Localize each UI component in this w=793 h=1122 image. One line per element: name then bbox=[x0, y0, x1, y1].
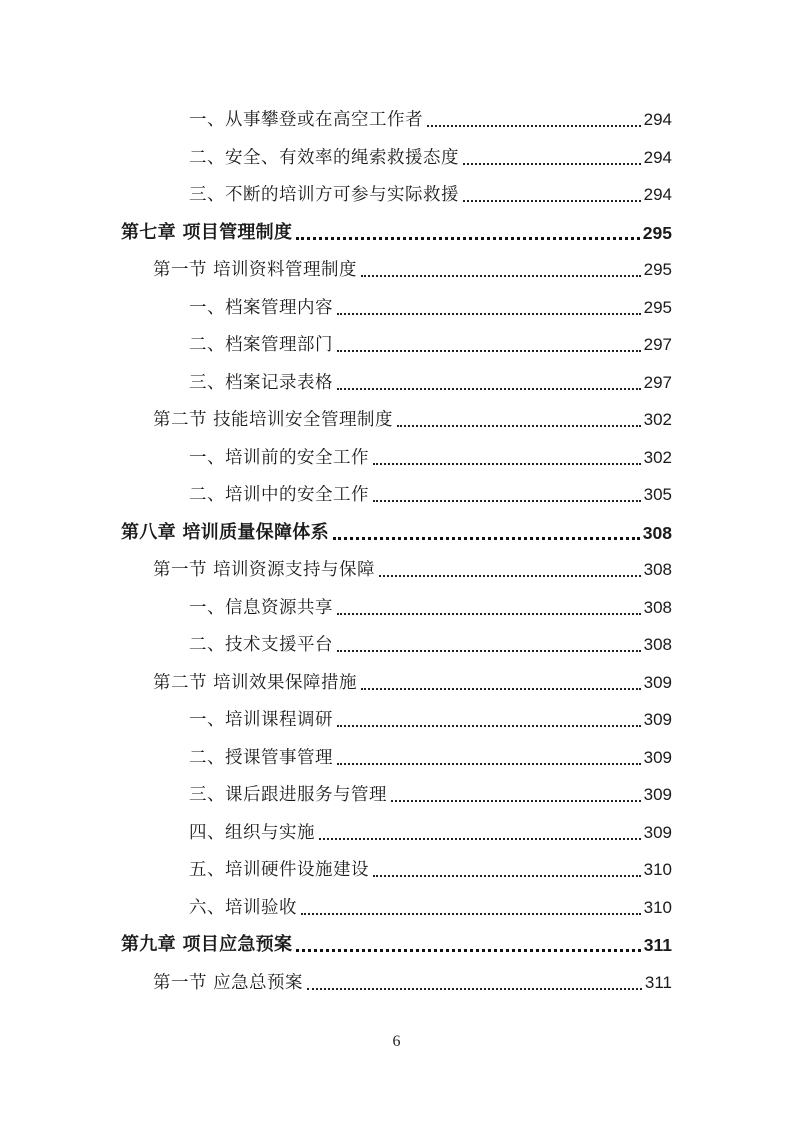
toc-entry-chapter[interactable] bbox=[121, 218, 672, 248]
toc-entry-section[interactable] bbox=[189, 105, 672, 135]
toc-entry-section[interactable] bbox=[189, 705, 672, 735]
toc-dot-leader bbox=[463, 162, 641, 165]
toc-dot-leader bbox=[337, 612, 641, 615]
toc-dot-leader bbox=[427, 124, 641, 127]
toc-entry-node[interactable] bbox=[153, 405, 672, 435]
toc-entry-title: 三、档案记录表格 bbox=[189, 372, 333, 393]
toc-entry-page: 297 bbox=[643, 335, 672, 354]
toc-entry-title: 四、组织与实施 bbox=[189, 822, 315, 843]
toc-entry-page: 308 bbox=[643, 635, 672, 654]
toc-entry-page: 294 bbox=[643, 147, 672, 167]
toc-entry-page: 295 bbox=[643, 260, 672, 279]
toc-entry-section[interactable] bbox=[189, 818, 672, 848]
toc-entry-page: 310 bbox=[643, 897, 672, 917]
toc-dot-leader bbox=[379, 574, 641, 577]
toc-entry-title: 一、从事攀登或在高空工作者 bbox=[189, 110, 423, 130]
toc-entry-page: 305 bbox=[643, 485, 672, 504]
toc-entry-section[interactable] bbox=[189, 293, 672, 323]
toc-entry-page: 309 bbox=[643, 710, 672, 729]
toc-entry-section[interactable] bbox=[189, 330, 672, 360]
toc-entry-page: 294 bbox=[643, 185, 672, 204]
toc-entry-chapter[interactable] bbox=[121, 930, 672, 960]
toc-entry-page: 302 bbox=[643, 410, 672, 429]
toc-entry-title: 二、技术支援平台 bbox=[189, 635, 333, 655]
toc-entry-page: 309 bbox=[643, 672, 672, 692]
toc-dot-leader bbox=[337, 649, 641, 652]
toc-entry-page: 297 bbox=[643, 372, 672, 392]
toc-entry-page: 294 bbox=[643, 110, 672, 129]
toc-entry-page: 309 bbox=[643, 785, 672, 804]
toc-entry-page: 311 bbox=[644, 972, 672, 992]
toc-dot-leader bbox=[337, 724, 641, 727]
toc-entry-title: 第九章 项目应急预案 bbox=[121, 934, 293, 955]
toc-entry-title: 三、课后跟进服务与管理 bbox=[189, 785, 387, 805]
toc-entry-section[interactable] bbox=[189, 855, 672, 885]
toc-entry-title: 二、授课管事管理 bbox=[189, 747, 333, 768]
toc-dot-leader bbox=[361, 687, 641, 690]
toc-dot-leader bbox=[301, 912, 641, 915]
toc-entry-node[interactable] bbox=[153, 555, 672, 585]
toc-entry-page: 309 bbox=[643, 747, 672, 767]
toc-dot-leader bbox=[319, 837, 641, 840]
page-number: 6 bbox=[392, 1033, 401, 1050]
toc-entry-section[interactable] bbox=[189, 743, 672, 773]
toc-dot-leader bbox=[307, 987, 642, 990]
toc-entry-title: 第一节 培训资料管理制度 bbox=[153, 260, 358, 280]
toc-entry-page: 302 bbox=[643, 447, 672, 467]
toc-entry-section[interactable] bbox=[189, 893, 672, 923]
toc-dot-leader bbox=[397, 424, 641, 427]
toc-dot-leader bbox=[296, 948, 641, 952]
toc-dot-leader bbox=[337, 387, 641, 390]
toc-entry-title: 第八章 培训质量保障体系 bbox=[121, 521, 329, 543]
toc-entry-title: 二、安全、有效率的绳索救援态度 bbox=[189, 147, 459, 168]
toc-dot-leader bbox=[373, 499, 641, 502]
toc-entry-title: 二、档案管理部门 bbox=[189, 335, 333, 355]
toc-entry-section[interactable] bbox=[189, 480, 672, 510]
toc-entry-section[interactable] bbox=[189, 368, 672, 398]
toc-entry-title: 一、信息资源共享 bbox=[189, 597, 333, 618]
toc-entry-section[interactable] bbox=[189, 630, 672, 660]
toc-entry-page: 295 bbox=[643, 297, 672, 317]
toc-dot-leader bbox=[463, 199, 641, 202]
toc-dot-leader bbox=[391, 799, 641, 802]
toc-entry-title: 一、档案管理内容 bbox=[189, 297, 333, 318]
toc-entry-page: 311 bbox=[643, 935, 672, 955]
toc-entry-title: 一、培训前的安全工作 bbox=[189, 447, 369, 468]
toc-dot-leader bbox=[337, 762, 641, 765]
toc-entry-section[interactable] bbox=[189, 593, 672, 623]
toc-entry-section[interactable] bbox=[189, 143, 672, 173]
toc-entry-title: 二、培训中的安全工作 bbox=[189, 485, 369, 505]
toc-entry-section[interactable] bbox=[189, 443, 672, 473]
toc-entry-title: 一、培训课程调研 bbox=[189, 710, 333, 730]
toc-entry-title: 第一节 应急总预案 bbox=[153, 972, 304, 993]
toc-dot-leader bbox=[296, 236, 640, 240]
toc-entry-title: 第一节 培训资源支持与保障 bbox=[153, 560, 376, 580]
toc-entry-title: 三、不断的培训方可参与实际救援 bbox=[189, 185, 459, 205]
toc-entry-title: 第二节 培训效果保障措施 bbox=[153, 672, 358, 693]
toc-entry-page: 308 bbox=[643, 597, 672, 617]
toc-entry-title: 六、培训验收 bbox=[189, 897, 297, 918]
toc-dot-leader bbox=[373, 462, 641, 465]
toc-dot-leader bbox=[337, 312, 641, 315]
toc-dot-leader bbox=[333, 536, 640, 540]
toc-entry-title: 第七章 项目管理制度 bbox=[121, 221, 293, 243]
toc-dot-leader bbox=[361, 274, 641, 277]
toc-entry-page: 308 bbox=[643, 560, 672, 579]
toc-entry-section[interactable] bbox=[189, 780, 672, 810]
toc-entry-page: 295 bbox=[642, 222, 672, 243]
toc-entry-node[interactable] bbox=[153, 255, 672, 285]
toc-entry-node[interactable] bbox=[153, 668, 672, 698]
toc-entry-chapter[interactable] bbox=[121, 518, 672, 548]
toc-entry-node[interactable] bbox=[153, 968, 672, 998]
toc-entry-page: 309 bbox=[643, 822, 672, 842]
toc-entry-page: 310 bbox=[643, 860, 672, 879]
toc-entry-section[interactable] bbox=[189, 180, 672, 210]
toc-entry-title: 第二节 技能培训安全管理制度 bbox=[153, 410, 394, 430]
toc-entry-page: 308 bbox=[642, 522, 672, 543]
toc-dot-leader bbox=[373, 874, 641, 877]
toc-entry-title: 五、培训硬件设施建设 bbox=[189, 860, 369, 880]
toc-dot-leader bbox=[337, 349, 641, 352]
